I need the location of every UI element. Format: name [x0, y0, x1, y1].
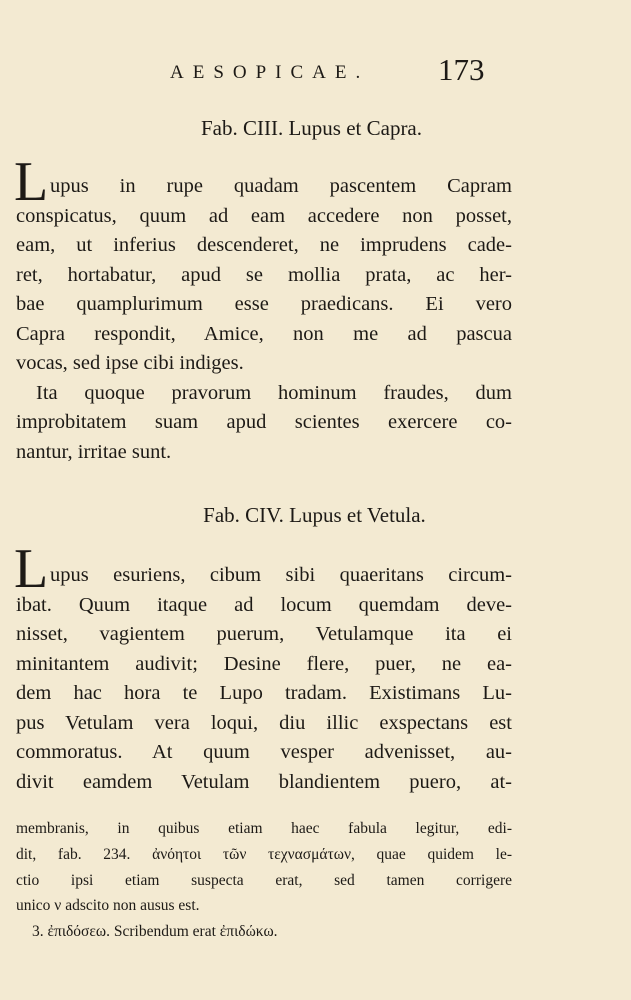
text-line: divit eamdem Vetulam blandientem puero, at- [16, 770, 512, 793]
drop-cap: L [14, 538, 49, 600]
footnote-line: ctio ipsi etiam suspecta erat, sed tamen corrigere [16, 871, 512, 889]
fable-body [16, 561, 512, 797]
text-line: ibat. Quum itaque ad locum quemdam deve- [16, 593, 512, 616]
text-line: improbitatem suam apud scientes exercere co- [16, 411, 512, 433]
text-line: nisset, vagientem puerum, Vetulamque ita ei [16, 623, 512, 645]
text-line: ret, hortabatur, apud se mollia prata, ac her- [16, 263, 512, 286]
text-line: eam, ut inferius descenderet, ne imprudens cade- [16, 234, 512, 256]
text-line: minitantem audivit; Desine flere, puer, ne ea- [16, 652, 512, 675]
text-line: upus esuriens, cibum sibi quaeritans circum- [50, 564, 512, 586]
text-line: bae quamplurimum esse praedicans. Ei vero [16, 293, 512, 315]
fable-title: Fab. CIII. Lupus et Capra. [200, 116, 423, 140]
drop-cap: L [14, 151, 49, 213]
fable-title: Fab. CIV. Lupus et Vetula. [203, 503, 426, 527]
text-line: dem hac hora te Lupo tradam. Existimans Lu- [16, 682, 512, 704]
text-line: Ita quoque pravorum hominum fraudes, dum [36, 381, 512, 404]
footnote-line: 3. ἐπιδόσεω. Scribendum erat ἐπιδώκω. [32, 923, 278, 941]
footnote-line: unico ν adscito non ausus est. [16, 897, 200, 915]
text-line: upus in rupe quadam pascentem Capram [50, 175, 512, 197]
text-line: nantur, irritae sunt. [16, 440, 172, 463]
running-head: AESOPICAE. [170, 62, 370, 83]
text-line: conspicatus, quum ad eam accedere non posset, [16, 204, 512, 227]
text-line: pus Vetulam vera loqui, diu illic exspectans est [16, 711, 512, 734]
text-line: commoratus. At quum vesper advenisset, au- [16, 741, 512, 763]
footnote-line: dit, fab. 234. ἀνόητοι τῶν τεχνασμάτων, quae quidem le- [16, 845, 512, 863]
footnotes [16, 816, 512, 945]
text-line: Capra respondit, Amice, non me ad pascua [16, 322, 512, 345]
page-header [0, 52, 631, 88]
fable-body [16, 172, 512, 467]
text-line: vocas, sed ipse cibi indiges. [16, 352, 244, 374]
page-number: 173 [438, 52, 485, 87]
footnote-line: membranis, in quibus etiam haec fabula legitur, edi- [16, 820, 512, 837]
